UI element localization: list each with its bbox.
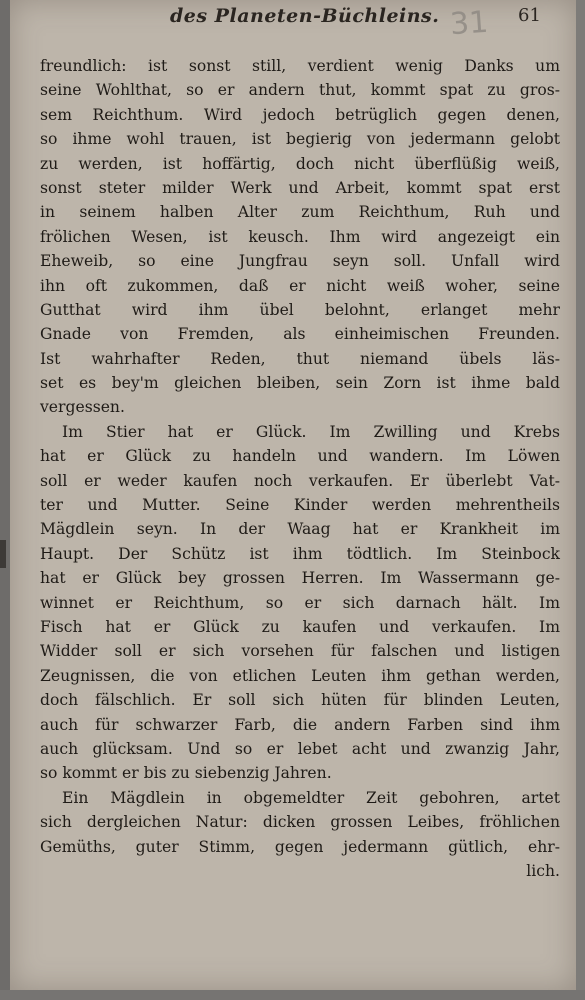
text-line: lich. [526,861,560,880]
text-line: frölichen Wesen, ist keusch. Ihm wird angezeigt ein [40,227,560,246]
text-line: zu werden, ist hoffärtig, doch nicht überflüßig weiß, [40,154,560,173]
pencil-annotation: 31 [448,4,490,43]
text-line: auch für schwarzer Farb, die andern Farben sind ihm [40,715,560,734]
text-line: Gemüths, guter Stimm, gegen jedermann gütlich, ehr- [40,837,560,856]
scan-left-edge [0,0,10,1000]
text-line: ter und Mutter. Seine Kinder werden mehrentheils [40,496,560,515]
text-line: winnet er Reichthum, so er sich darnach hält. Im [40,593,560,612]
text-line: sem Reichthum. Wird jedoch betrüglich gegen denen, [40,105,560,124]
book-page [10,0,576,990]
text-line: Mägdlein seyn. In der Waag hat er Krankheit im [40,520,560,539]
text-line: Ist wahrhafter Reden, thut niemand übels läs- [40,349,560,368]
text-line: freundlich: ist sonst still, verdient wenig Danks um [40,57,560,75]
scan-bottom-edge [0,990,585,1000]
text-line: ihn oft zukommen, daß er nicht weiß woher, seine [40,276,560,295]
text-line: soll er weder kaufen noch verkaufen. Er überlebt Vat- [40,471,560,490]
text-line: Ein Mägdlein in obgemeldter Zeit gebohren, artet [62,788,560,807]
page-number: 61 [518,5,541,26]
text-line: Haupt. Der Schütz ist ihm tödtlich. Im Steinbock [40,544,560,563]
text-line: hat er Glück bey grossen Herren. Im Wassermann ge- [40,569,560,588]
text-line: Gnade von Fremden, als einheimischen Freunden. [40,325,560,344]
text-line: doch fälschlich. Er soll sich hüten für blinden Leuten, [40,691,560,710]
text-line: Gutthat wird ihm übel belohnt, erlanget mehr [40,300,560,319]
text-line: Eheweib, so eine Jungfrau seyn soll. Unfall wird [40,252,560,271]
text-line: sonst steter milder Werk und Arbeit, kommt spat erst [40,178,560,197]
text-line: Im Stier hat er Glück. Im Zwilling und Krebs [62,422,560,441]
text-line: so ihme wohl trauen, ist begierig von jedermann gelobt [40,130,560,149]
text-line: sich dergleichen Natur: dicken grossen Leibes, fröhlichen [40,813,560,832]
text-line: set es bey'm gleichen bleiben, sein Zorn ist ihme bald [40,374,560,393]
text-line: auch glücksam. Und so er lebet acht und zwanzig Jahr, [40,739,560,758]
text-line: in seinem halben Alter zum Reichthum, Ruh und [40,203,560,222]
text-line: Zeugnissen, die von etlichen Leuten ihm gethan werden, [40,666,560,685]
text-line: Fisch hat er Glück zu kaufen und verkaufen. Im [40,617,560,636]
text-line: seine Wohlthat, so er andern thut, kommt spat zu gros- [40,81,560,100]
text-line: Widder soll er sich vorsehen für falschen und listigen [40,642,560,661]
margin-smudge [0,540,6,568]
text-line: so kommt er bis zu siebenzig Jahren. [40,764,332,783]
page-header [10,2,576,43]
body-text [40,54,560,883]
text-line: hat er Glück zu handeln und wandern. Im Löwen [40,447,560,466]
running-head: des Planeten-Büchleins. [170,5,440,27]
text-line: vergessen. [40,398,125,417]
